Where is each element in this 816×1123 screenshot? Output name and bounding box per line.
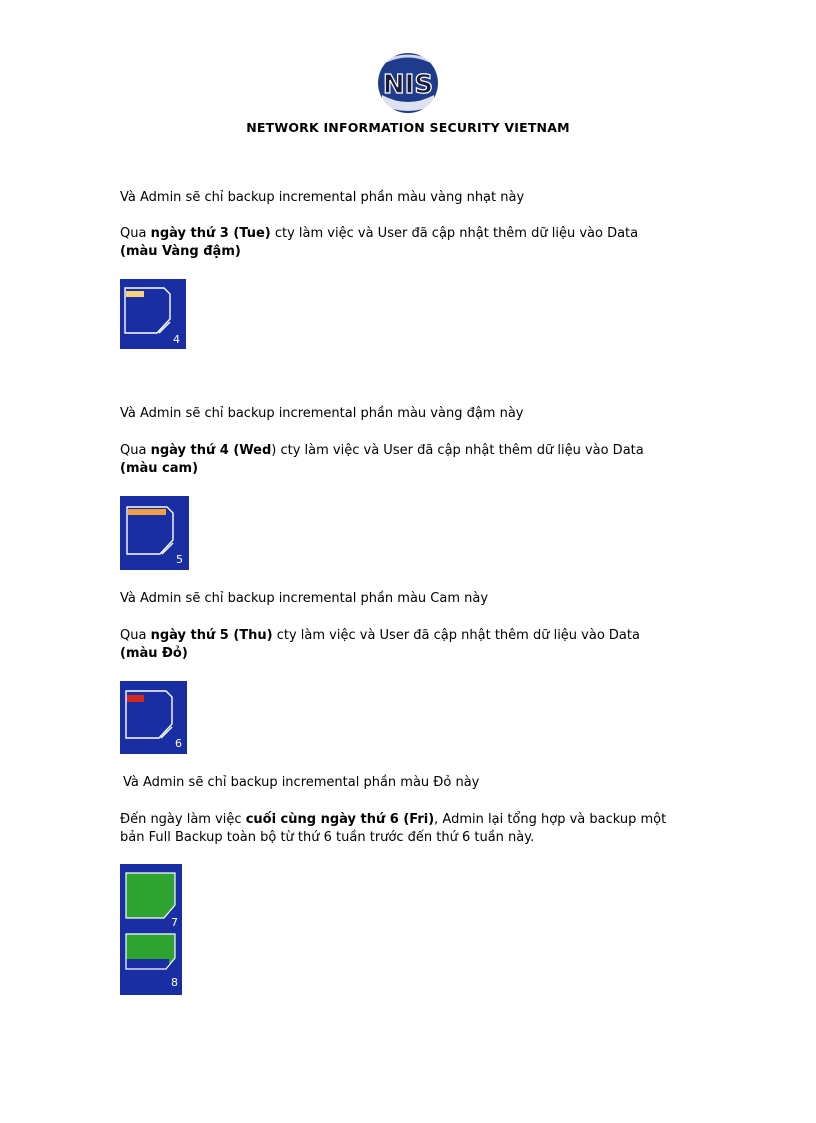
company-name: NETWORK INFORMATION SECURITY VIETNAM — [246, 120, 570, 135]
disk-number: 7 — [171, 916, 178, 929]
paragraph-thursday: Qua ngày thứ 5 (Thu) cty làm việc và User đã cập nhật thêm dữ liệu vào Data (màu Đỏ) — [120, 628, 640, 661]
paragraph-dark-yellow-backup: Và Admin sẽ chỉ backup incremental phần màu vàng đậm này — [120, 406, 524, 421]
nis-logo — [376, 51, 440, 115]
paragraph-light-yellow-backup: Và Admin sẽ chỉ backup incremental phần màu vàng nhạt này — [120, 190, 525, 205]
paragraph-orange-backup: Và Admin sẽ chỉ backup incremental phần màu Cam này — [120, 591, 489, 606]
new-data-orange — [128, 509, 166, 515]
new-data-light-yellow — [126, 291, 144, 297]
full-backup-green-7 — [126, 873, 175, 918]
disk-number: 8 — [171, 976, 178, 989]
paragraph-tuesday: Qua ngày thứ 3 (Tue) cty làm việc và User đã cập nhật thêm dữ liệu vào Data (màu Vàng đậm) — [120, 226, 639, 259]
disk-4-icon — [120, 279, 186, 349]
disk-number: 4 — [173, 333, 180, 346]
disk-5-icon — [120, 496, 189, 570]
disk-6-icon — [120, 681, 187, 754]
disk-7-8-icon — [120, 864, 182, 995]
disk-number: 5 — [176, 553, 183, 566]
logo-text: NIS — [382, 70, 434, 100]
paragraph-red-backup: Và Admin sẽ chỉ backup incremental phần màu Đỏ này — [123, 775, 480, 790]
disk-number: 6 — [175, 737, 182, 750]
new-data-red — [127, 695, 144, 702]
paragraph-wednesday: Qua ngày thứ 4 (Wed) cty làm việc và User đã cập nhật thêm dữ liệu vào Data (màu cam) — [120, 443, 644, 476]
paragraph-friday-full-backup: Đến ngày làm việc cuối cùng ngày thứ 6 (Fri), Admin lại tổng hợp và backup một bản Full Backup toàn bộ từ thứ 6 tuần trước đến thứ 6 tuần này. — [120, 812, 667, 845]
